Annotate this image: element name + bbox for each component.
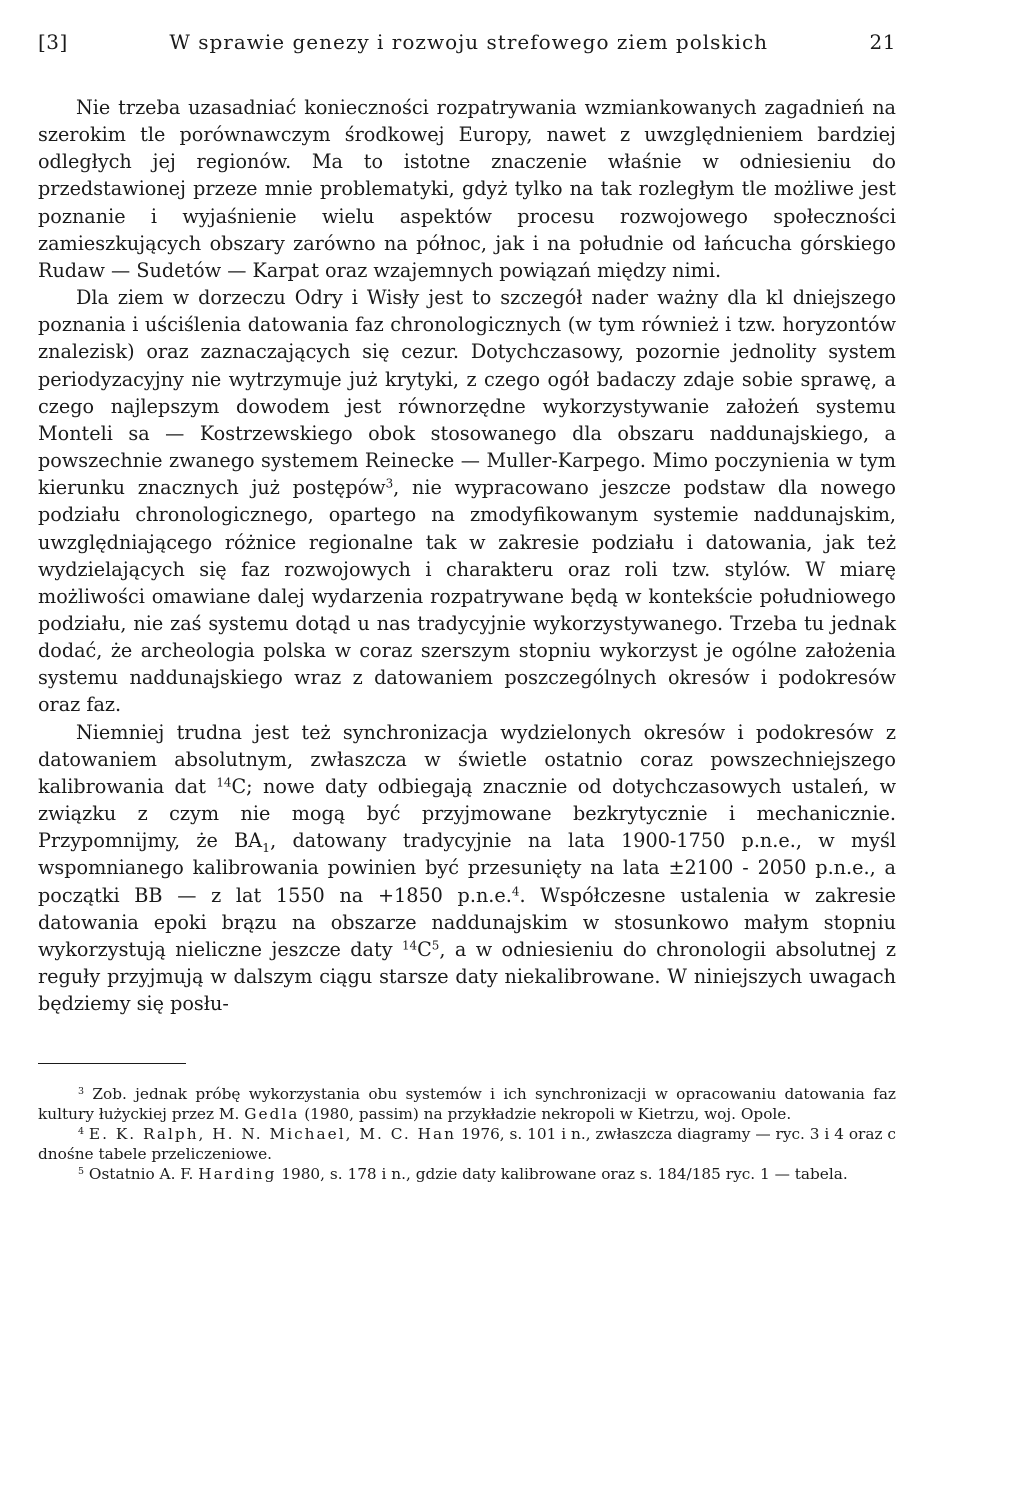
paragraph-1 <box>38 94 896 284</box>
paragraph-2 <box>38 284 896 719</box>
c14-superscript-2: 14 <box>401 938 418 953</box>
paragraph-3-text-c: , datowany tradycyjnie na lata 1900-1750 p.n.e., w myśl wspomnianego kalibrowania powinien być przesunięty na lata ±2100 - 2050 p.n.e., a początki BB — z lat 1550 na +1850 p.n.e. <box>38 829 896 907</box>
paragraph-3-text-b: C; nowe daty odbiegają znacznie od dotychczasowych ustaleń, w związku z czym nie mogą być przyjmowane bezkrytycznie i mechanicznie. Przypomnijmy, że BA <box>38 774 896 853</box>
ba-subscript: 1 <box>262 840 271 856</box>
body-text <box>38 94 896 1017</box>
footnote-text: 1976, s. 101 i n., zwłaszcza diagramy — ryc. 3 i 4 oraz c dnośne tabele przeliczeniowe. <box>38 1125 896 1164</box>
footnote-text: (1980, passim) na przykładzie nekropoli w Kietrzu, woj. Opole. <box>299 1105 792 1124</box>
paragraph-3-text-d: . Współczesne ustalenia w zakresie datowania epoki brązu na obszarze naddunajskim w stosunkowo małym stopniu wykorzystują nieliczne jeszcze daty <box>38 883 896 961</box>
paragraph-2-text-a: Dla ziem w dorzeczu Odry i Wisły jest to szczegół nader ważny dla kl dniejszego poznania i uściślenia datowania faz chronologicznych (w tym również i tzw. horyzontów znalezisk) oraz zaznaczających się cezur. Dotychczasowy, pozornie jednolity system periodyzacyjny nie wytrzymuje już krytyki, z czego ogół badaczy zdaje sobie sprawę, a czego najlepszym dowodem jest równorzędne wykorzystywanie założeń systemu Monteli sa — Kostrzewskiego obok stosowanego dla obszaru naddunajskiego, a powszechnie zwanego systemem Reinecke — Muller-Karpego. Mimo poczynienia w tym kierunku znacznych już postępów <box>38 286 896 500</box>
running-title: W sprawie genezy i rozwoju strefowego ziem polskich <box>169 30 769 54</box>
footnote-text: Zob. jednak próbę wykorzystania obu systemów i ich synchronizacji w opracowaniu datowania faz kultury łużyckiej przez M. <box>38 1085 896 1124</box>
footnote-ref-5[interactable]: 5 <box>431 938 440 953</box>
footnotes <box>38 1084 896 1184</box>
paragraph-3-text-f: , a w odniesieniu do chronologii absolutnej z reguły przyjmują w dalszym ciągu starsze daty niekalibrowane. W niniejszych uwagach będziemy się posłu- <box>38 937 896 1016</box>
page <box>38 30 896 1184</box>
footnote-ref-3[interactable]: 3 <box>385 476 394 491</box>
paragraph-3 <box>38 719 896 1018</box>
footnote-separator <box>38 1063 186 1064</box>
footnote-author: Harding <box>198 1165 277 1184</box>
footnote-3 <box>38 1084 896 1124</box>
paragraph-3-text-e: C <box>417 937 432 961</box>
running-header <box>38 30 896 54</box>
page-marker: [3] <box>38 30 68 54</box>
footnote-number: 5 <box>78 1166 85 1178</box>
footnote-5 <box>38 1164 896 1184</box>
c14-superscript: 14 <box>216 775 232 790</box>
page-number: 21 <box>869 30 896 54</box>
footnote-number: 3 <box>78 1086 85 1098</box>
footnote-author: Gedla <box>244 1105 300 1124</box>
footnote-author: E. K. Ralph, H. N. Michael, M. C. Han <box>88 1125 456 1144</box>
paragraph-2-text-b: , nie wypracowano jeszcze podstaw dla nowego podziału chronologicznego, opartego na zmodyfikowanym systemie naddunajskim, uwzględniającego różnice regionalne tak w zakresie podziału i datowania, jak też wydzielających się faz rozwojowych i charakteru oraz roli tzw. stylów. W miarę możliwości omawiane dalej wydarzenia rozpatrywane będą w kontekście południowego podziału, nie zaś systemu dotąd u nas tradycyjnie wykorzystywanego. Trzeba tu jednak dodać, że archeologia polska w coraz szerszym stopniu wykorzyst je ogólne założenia systemu naddunajskiego wraz z datowaniem poszczególnych okresów i podokresów oraz faz. <box>38 476 896 717</box>
footnote-text: Ostatnio A. F. <box>88 1165 199 1184</box>
footnote-text: 1980, s. 178 i n., gdzie daty kalibrowane oraz s. 184/185 ryc. 1 — tabela. <box>276 1165 848 1184</box>
footnote-number: 4 <box>78 1126 85 1138</box>
footnote-ref-4[interactable]: 4 <box>511 883 520 898</box>
paragraph-1-text: Nie trzeba uzasadniać konieczności rozpatrywania wzmiankowanych zagadnień na szerokim tle porównawczym środkowej Europy, nawet z uwzględnieniem bardziej odległych jej regionów. Ma to istotne znaczenie właśnie w odniesieniu do przedstawionej przeze mnie problematyki, gdyż tylko na tak rozległym tle możliwe jest poznanie i wyjaśnienie wielu aspektów procesu rozwojowego społeczności zamieszkujących obszary zarówno na północ, jak i na południe od łańcucha górskiego Rudaw — Sudetów — Karpat oraz wzajemnych powiązań między nimi. <box>38 96 896 282</box>
paragraph-3-text-a: Niemniej trudna jest też synchronizacja wydzielonych okresów i podokresów z datowaniem absolutnym, zwłaszcza w świetle ostatnio coraz powszechniejszego kalibrowania dat <box>38 720 896 798</box>
footnote-4 <box>38 1124 896 1164</box>
